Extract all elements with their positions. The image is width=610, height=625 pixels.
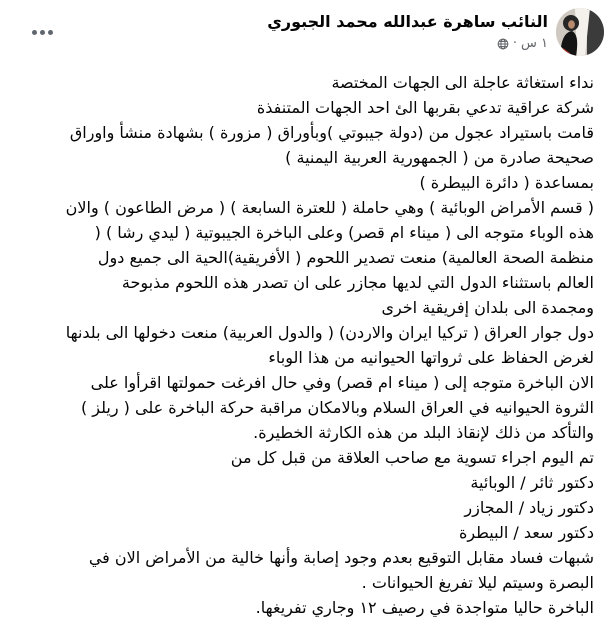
post-text-line: هذه الوباء متوجه الى ( ميناء ام قصر) وعلى الباخرة الجيبوتية ( ليدي رشا ) ( (94, 223, 594, 242)
profile-name-link[interactable]: النائب ساهرة عبدالله محمد الجبوري (267, 12, 548, 31)
post-text-line: الثروة الحيوانيه في العراق السلام وبالامكان مراقبة حركة الباخرة على ( ريلز ) (80, 398, 594, 417)
post-text-line: تم اليوم اجراء تسوية مع صاحب العلاقة من قبل كل من (230, 448, 594, 467)
post-text-line: ( قسم الأمراض الوبائية ) وهي حاملة ( للعترة السابعة ) ( مرض الطاعون ) والان (65, 198, 594, 217)
avatar-photo (556, 8, 604, 56)
post-text-line: العالم باستثناء الدول التي لديها مجازر على ان تصدر هذه اللحوم مذبوحة (121, 273, 594, 292)
post-body (0, 56, 610, 620)
timestamp-link[interactable]: ١ س (521, 36, 548, 51)
post-text-line: والتأكد من ذلك لإنقاذ البلد من هذه الكارثة الخطيرة. (253, 423, 594, 442)
post-text-line: قامت باستيراد عجول من (دولة جيبوتي )وبأوراق ( مزورة ) بشهادة منشأ واوراق (69, 123, 594, 142)
post-text-line: ومجمدة الى بلدان إفريقية اخرى (381, 298, 594, 317)
post-text-line: لغرض الحفاظ على ثرواتها الحيوانيه من هذا الوباء (268, 348, 594, 367)
header-text (267, 11, 548, 51)
meta-separator: · (512, 36, 517, 51)
dot-icon (48, 30, 53, 35)
post-text-line: دكتور زياد / المجازر (464, 498, 594, 517)
post-text-line: نداء استغاثة عاجلة الى الجهات المختصة (331, 73, 594, 92)
dot-icon (32, 30, 37, 35)
globe-public-icon (497, 38, 509, 50)
more-options-button[interactable] (28, 26, 57, 39)
post-text-line: الان الباخرة متوجه إلى ( ميناء ام قصر) وفي حال افرغت حمولتها اقرأوا على (90, 373, 594, 392)
post-text-line: دكتور سعد / البيطرة (458, 523, 594, 542)
post-text-line: البصرة وسيتم ليلا تفريغ الحيوانات . (361, 573, 594, 592)
post-meta (267, 36, 548, 51)
dot-icon (40, 30, 45, 35)
post-text-line: شبهات فساد مقابل التوقيع بعدم وجود إصابة وأنها خالية من الأمراض الان في (88, 548, 594, 567)
post-text-line: الباخرة حاليا متواجدة في رصيف ١٢ وجاري تفريغها. (255, 598, 594, 617)
post-text-line: شركة عراقية تدعي بقربها الئ احد الجهات المتنفذة (256, 98, 594, 117)
post-text-line: صحيحة صادرة من ( الجمهورية العربية اليمنية ) (285, 148, 594, 167)
post-text-line: دكتور ثائر / الوبائية (470, 473, 594, 492)
post-header (0, 0, 610, 56)
post-text-line: منظمة الصحة العالمية) منعت تصدير اللحوم ( الأفريقية)الحية الى جميع دول (97, 248, 594, 267)
avatar[interactable] (556, 8, 604, 56)
post-text-line: بمساعدة ( دائرة البيطرة ) (419, 173, 594, 192)
post-text-line: دول جوار العراق ( تركيا ايران والاردن) ( والدول العربية) منعت دخولها الى بلدنها (65, 323, 594, 342)
